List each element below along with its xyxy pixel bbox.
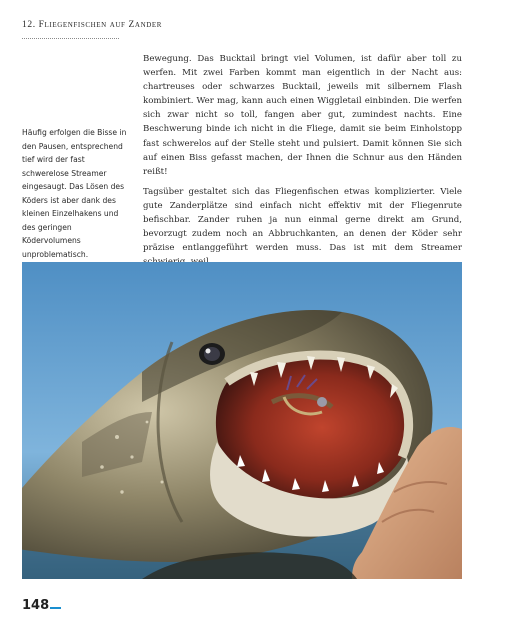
running-head: 12. Fliegenfischen auf Zander xyxy=(22,20,163,30)
paragraph-1: Bewegung. Das Bucktail bringt viel Volumen, ist dafür aber toll zu werfen. Mit zwei Farben kommt man eigentlich in der Nacht aus: chartreuses oder schwarzes Bucktail, jeweils mit silbernem Flash kombiniert. Wer mag, kann auch einen Wiggletail einbinden. Die werfen sich zwar nicht so toll, fangen aber gut, zumindest nachts. Eine Beschwerung binde ich nicht in die Fliege, damit sie beim Einholstopp fast schwerelos auf der Stelle steht und pulsiert. Damit können Sie sich auf einen Biss gefasst machen, der Ihnen die Schnur aus den Händen reißt! xyxy=(143,54,462,177)
sidebar-divider xyxy=(22,38,119,39)
body-text xyxy=(143,52,462,275)
paragraph-2: Tagsüber gestaltet sich das Fliegenfischen etwas komplizierter. Viele gute Zanderplätze sind einfach nicht effektiv mit der Fliegenrute befischbar. Zander ruhen ja nun einmal gerne direkt am Grund, bevorzugt zudem noch an Abbruchkanten, an denen der Köder sehr präzise entlanggeführt werden muss. Das ist mit dem Streamer xyxy=(143,186,462,254)
zander-photo xyxy=(22,262,462,579)
page-number: 148 xyxy=(22,598,50,613)
page-number-accent xyxy=(50,607,61,609)
photo-caption: Häufig erfolgen die Bisse in den Pausen, entsprechend tief wird der fast schwerelose Streamer eingesaugt. Das Lösen des Köders ist aber dank des kleinen Einzelhakens und des geringen Ködervolumens unproblematisch. xyxy=(22,128,127,259)
zander-illustration xyxy=(22,262,462,579)
